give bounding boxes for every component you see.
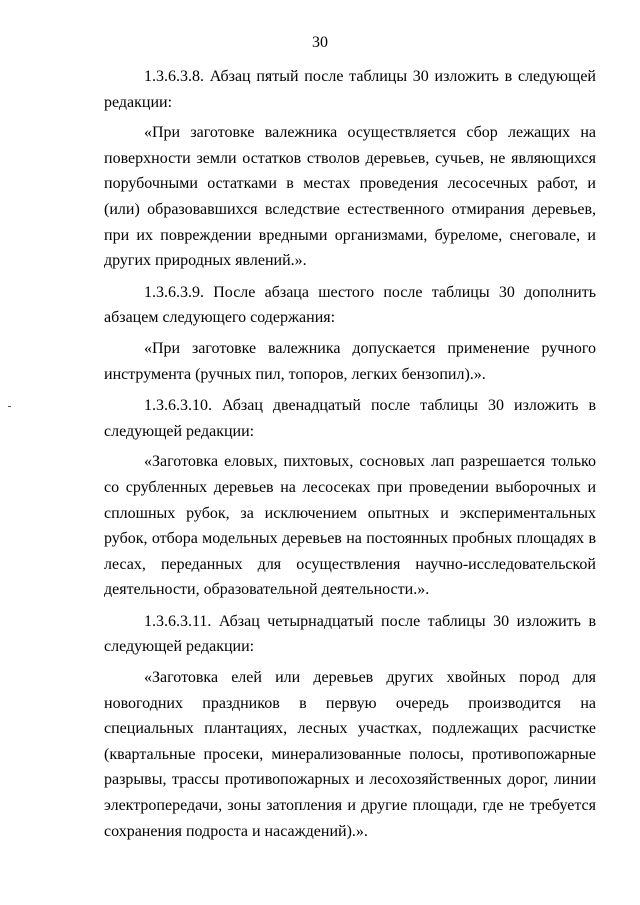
amendment-item-1-3-6-3-11: 1.3.6.3.11. Абзац четырнадцатый после таблицы 30 изложить в следующей редакции: bbox=[104, 612, 596, 656]
page-number: 30 bbox=[312, 34, 328, 51]
amendment-item-1-3-6-3-10: 1.3.6.3.10. Абзац двенадцатый после таблицы 30 изложить в следующей редакции: bbox=[104, 397, 596, 440]
margin-mark bbox=[8, 406, 11, 407]
amendment-item-1-3-6-3-9: 1.3.6.3.9. После абзаца шестого после таблицы 30 дополнить абзацем следующего содержания: bbox=[104, 283, 596, 327]
amendment-quote-4: «Заготовка елей или деревьев других хвойных пород для новогодних праздников в первую очередь производится на специальных плантациях, лесных участках, подлежащих расчистке (квартальные просеки, минерализованные полосы, противопожарные разрывы, трассы противопожарных и лесохозяйственных дорог, линии электропередачи, зоны затопления и другие площади, где не требуется сохранения подроста и насаждений).». bbox=[104, 669, 596, 840]
amendment-quote-1: «При заготовке валежника осуществляется сбор лежащих на поверхности земли остатков стволов деревьев, сучьев, не являющихся порубочными остатками в местах проведения лесосечных работ, и (или) образовавшихся вследствие естественного отмирания деревьев, при их повреждении вредными организмами, буреломе, снеговале, и других природных явлений.». bbox=[104, 124, 596, 270]
amendment-quote-3: «Заготовка еловых, пихтовых, сосновых лап разрешается только со срубленных деревьев на лесосеках при проведении выборочных и сплошных рубок, за исключением опытных и экспериментальных рубок, отбора модельных деревьев на постоянных пробных площадях в лесах, переданных для осуществления научно-исследовательской деятельности, образовательной деятельности.». bbox=[104, 453, 596, 599]
amendment-item-1-3-6-3-8: 1.3.6.3.8. Абзац пятый после таблицы 30 изложить в следующей редакции: bbox=[104, 68, 596, 111]
amendment-quote-2: «При заготовке валежника допускается применение ручного инструмента (ручных пил, топоров, легких бензопил).». bbox=[104, 339, 596, 383]
document-body bbox=[104, 64, 596, 850]
